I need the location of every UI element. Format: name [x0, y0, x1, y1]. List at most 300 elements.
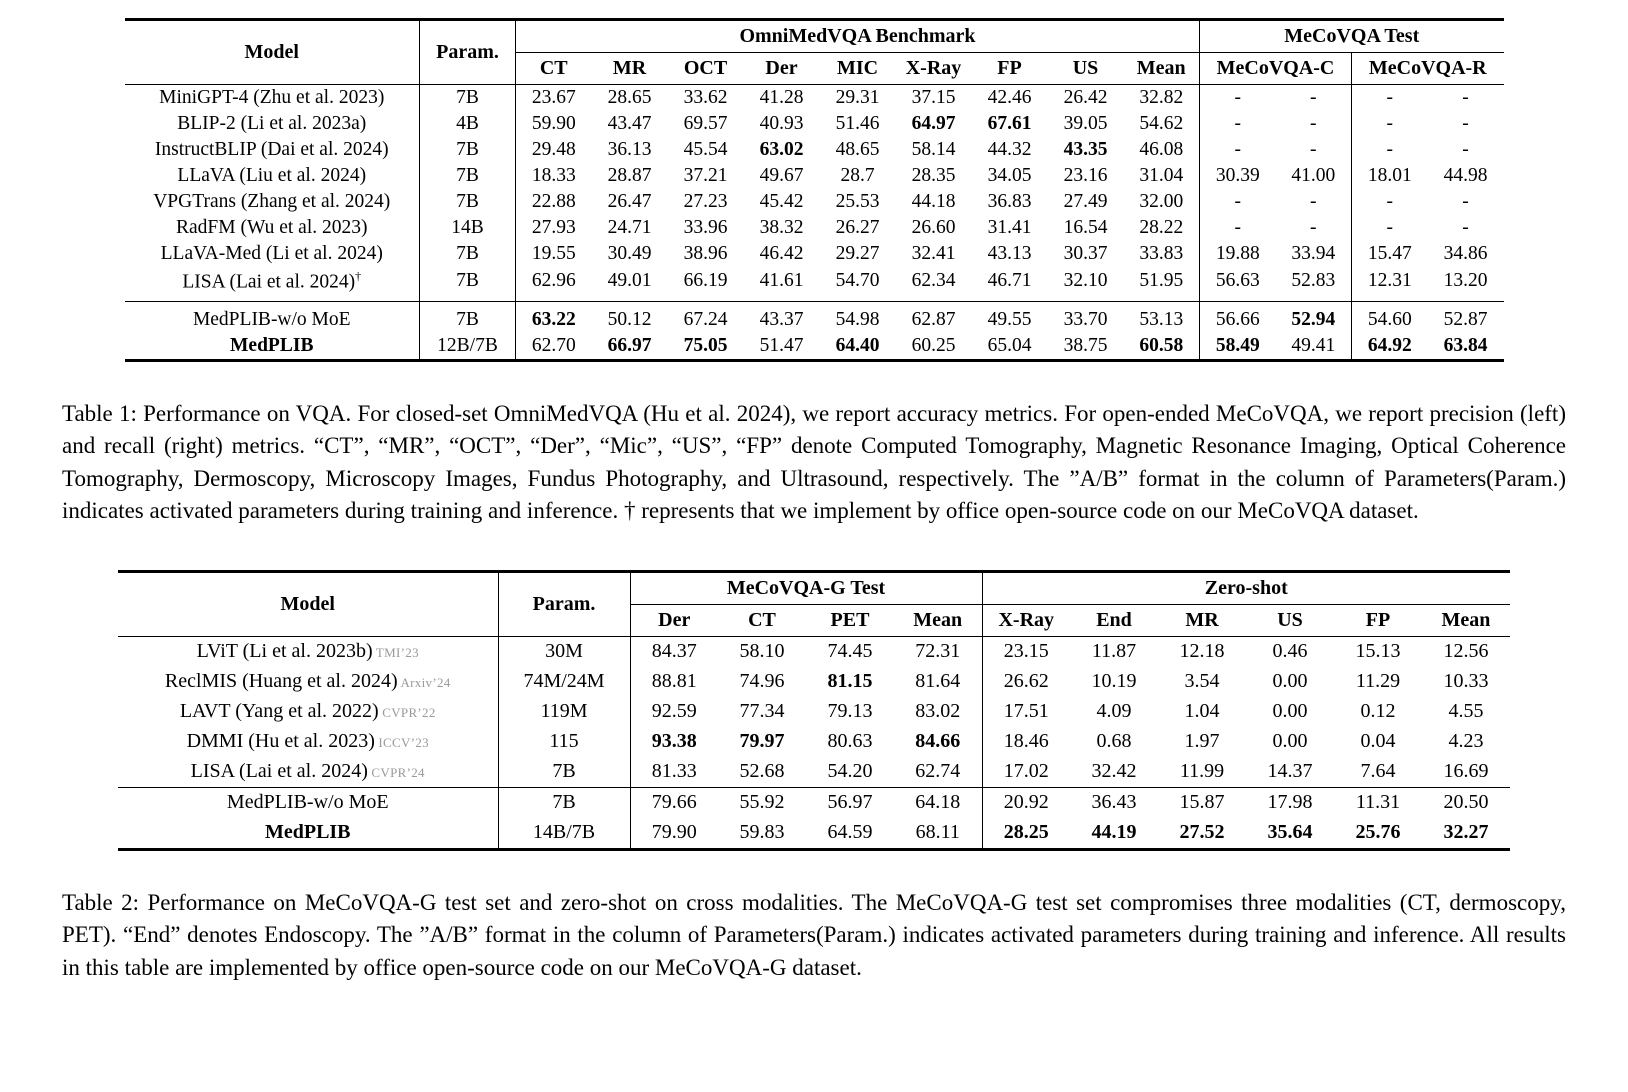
metric-value: 13.20: [1443, 270, 1488, 292]
param-value: 7B: [420, 267, 516, 301]
metric-value: 52.83: [1276, 267, 1352, 301]
metric-value: 79.66: [630, 787, 718, 818]
metric-value: 36.83: [987, 191, 1032, 212]
group-header-omnimedvqa: OmniMedVQA Benchmark: [516, 20, 1200, 53]
metric-value: 33.70: [1048, 301, 1124, 333]
metric-value: 43.37: [744, 301, 820, 333]
metric-value: 32.00: [1124, 189, 1200, 215]
table2-head: [118, 571, 1510, 636]
metric-value: -: [1462, 87, 1469, 108]
table-row: [125, 111, 1504, 137]
param-value: 14B: [420, 215, 516, 241]
metric-value: 1.04: [1184, 700, 1220, 722]
metric-value: 0.12: [1360, 700, 1396, 722]
model-name: [118, 818, 498, 850]
model-name: [118, 787, 498, 818]
metric-value: -: [1276, 215, 1352, 241]
column-header: X-Ray: [896, 53, 972, 85]
metric-value: 30.49: [607, 243, 652, 264]
model-name: [118, 727, 498, 757]
metric-value: 37.15: [911, 87, 956, 108]
metric-value: 52.94: [1276, 301, 1352, 333]
metric-value: 52.87: [1428, 301, 1504, 333]
group-header-zero-shot: Zero-shot: [982, 571, 1510, 604]
metric-value: 38.75: [1063, 334, 1108, 356]
column-header: OCT: [668, 53, 744, 85]
metric-value: 93.38: [651, 730, 697, 752]
column-header-model: Model: [118, 571, 498, 636]
metric-value: 29.27: [835, 243, 880, 264]
metric-value: -: [1276, 189, 1352, 215]
metric-value: 48.65: [835, 139, 880, 160]
model-name: [125, 111, 420, 137]
metric-value: 4.09: [1096, 700, 1132, 722]
model-label: MedPLIB-w/o MoE: [226, 791, 389, 813]
metric-value: 45.54: [683, 139, 728, 160]
metric-value: 83.02: [894, 697, 982, 727]
metric-value: 66.19: [683, 270, 728, 292]
metric-value: 22.88: [531, 191, 576, 212]
model-label: MedPLIB: [230, 334, 314, 356]
column-header: MR: [1158, 604, 1246, 636]
model-label: DMMI (Hu et al. 2023): [186, 730, 375, 752]
metric-value: 28.7: [840, 165, 875, 186]
metric-value: 34.05: [987, 165, 1032, 186]
param-value: 7B: [420, 137, 516, 163]
table1-caption: Table 1: Performance on VQA. For closed-set OmniMedVQA (Hu et al. 2024), we report accuracy metrics. For open-ended MeCoVQA, we report precision (left) and recall (right) metrics. “CT”, “MR”, “OCT”, “Der”, “Mic”, “US”, “FP” denote Computed Tomography, Magnetic Resonance Imaging, Optical Coherence Tomography, Dermoscopy, Microscopy Images, Fundus Photography, and Ultrasound, respectively. The ”A/B” format in the column of Parameters(Param.) indicates activated parameters during training and inference. † represents that we implement by office open-source code on our MeCoVQA dataset.: [62, 400, 1566, 523]
table-row: [118, 818, 1510, 850]
metric-value: 92.59: [651, 700, 697, 722]
metric-value: 60.25: [911, 334, 956, 356]
metric-value: 41.28: [759, 87, 804, 108]
metric-value: 55.92: [718, 787, 806, 818]
metric-value: 38.32: [759, 217, 804, 238]
model-label: MedPLIB-w/o MoE: [192, 308, 351, 330]
model-name: [125, 163, 420, 189]
param-value: 7B: [420, 241, 516, 267]
metric-value: 4.55: [1448, 700, 1484, 722]
metric-value: 28.35: [911, 165, 956, 186]
metric-value: 44.18: [911, 191, 956, 212]
metric-value: 53.13: [1124, 301, 1200, 333]
metric-value: 28.22: [1124, 215, 1200, 241]
table-row: [118, 636, 1510, 667]
table-row: [125, 163, 1504, 189]
metric-value: 75.05: [683, 334, 728, 356]
metric-value: 29.31: [835, 87, 880, 108]
column-header-param: Param.: [498, 571, 630, 636]
metric-value: 49.67: [759, 165, 804, 186]
metric-value: -: [1386, 217, 1393, 238]
table-row: [118, 787, 1510, 818]
metric-value: 36.43: [1070, 787, 1158, 818]
table-row: [125, 267, 1504, 301]
metric-value: 1.97: [1184, 730, 1220, 752]
metric-value: 33.83: [1124, 241, 1200, 267]
metric-value: 32.27: [1443, 821, 1489, 843]
metric-value: 24.71: [607, 217, 652, 238]
metric-value: 25.76: [1355, 821, 1401, 843]
metric-value: 74.45: [827, 640, 873, 662]
metric-value: 31.41: [987, 217, 1032, 238]
metric-value: 64.97: [911, 113, 956, 134]
metric-value: 15.87: [1158, 787, 1246, 818]
metric-value: 11.29: [1355, 670, 1401, 692]
metric-value: 62.87: [896, 301, 972, 333]
metric-value: -: [1386, 139, 1393, 160]
table-row: [118, 727, 1510, 757]
metric-value: 56.97: [806, 787, 894, 818]
metric-value: 27.23: [683, 191, 728, 212]
table1-head: [125, 20, 1504, 85]
model-name: [125, 333, 420, 361]
metric-value: 0.00: [1272, 700, 1308, 722]
metric-value: -: [1234, 139, 1241, 160]
param-value: 119M: [498, 697, 630, 727]
model-label: MiniGPT-4 (Zhu et al. 2023): [159, 87, 385, 108]
metric-value: 43.13: [987, 243, 1032, 264]
metric-value: 62.96: [531, 270, 576, 292]
metric-value: 51.95: [1124, 267, 1200, 301]
metric-value: 49.55: [972, 301, 1048, 333]
metric-value: 62.70: [531, 334, 576, 356]
metric-value: 88.81: [651, 670, 697, 692]
metric-value: 14.37: [1267, 760, 1313, 782]
metric-value: -: [1386, 87, 1393, 108]
metric-value: 33.62: [683, 87, 728, 108]
metric-value: 18.33: [531, 165, 576, 186]
metric-value: 26.60: [911, 217, 956, 238]
metric-value: 58.14: [911, 139, 956, 160]
venue-tag: Arxiv’24: [397, 675, 451, 690]
metric-value: 35.64: [1267, 821, 1313, 843]
metric-value: 54.60: [1352, 301, 1428, 333]
table-row: [118, 667, 1510, 697]
metric-value: 67.61: [987, 113, 1032, 134]
metric-value: 15.13: [1355, 640, 1401, 662]
table-row: [118, 697, 1510, 727]
table-row: [125, 215, 1504, 241]
metric-value: 79.97: [739, 730, 785, 752]
metric-value: 33.94: [1276, 241, 1352, 267]
table-row: [118, 757, 1510, 788]
metric-value: 81.15: [827, 670, 873, 692]
metric-value: 19.88: [1215, 243, 1260, 264]
metric-value: 23.67: [531, 87, 576, 108]
metric-value: 84.37: [651, 640, 697, 662]
param-value: 74M/24M: [498, 667, 630, 697]
table-row: [125, 137, 1504, 163]
metric-value: 52.68: [739, 760, 785, 782]
table2-caption: Table 2: Performance on MeCoVQA-G test set and zero-shot on cross modalities. The MeCoVQA-G test set compromises three modalities (CT, dermoscopy, PET). “End” denotes Endoscopy. The ”A/B” format in the column of Parameters(Param.) indicates activated parameters during training and inference. All results in this table are implemented by office open-source code on our MeCoVQA-G dataset.: [62, 889, 1566, 980]
table-row: [125, 333, 1504, 361]
metric-value: 58.49: [1215, 334, 1260, 356]
metric-value: 46.08: [1124, 137, 1200, 163]
metric-value: 49.01: [607, 270, 652, 292]
metric-value: 4.23: [1448, 730, 1484, 752]
model-name: [118, 667, 498, 697]
metric-value: 46.71: [987, 270, 1032, 292]
model-name: [125, 301, 420, 333]
metric-value: 7.64: [1360, 760, 1396, 782]
metric-value: 30.39: [1215, 165, 1260, 186]
metric-value: -: [1276, 137, 1352, 163]
column-header: Der: [744, 53, 820, 85]
param-value: 7B: [498, 787, 630, 818]
metric-value: 62.74: [894, 757, 982, 788]
param-value: 7B: [498, 757, 630, 788]
metric-value: 54.70: [835, 270, 880, 292]
column-header: Mean: [1124, 53, 1200, 85]
param-value: 4B: [420, 111, 516, 137]
metric-value: 17.51: [1003, 700, 1049, 722]
metric-value: -: [1462, 113, 1469, 134]
column-header: FP: [972, 53, 1048, 85]
model-label: ReclMIS (Huang et al. 2024): [164, 670, 398, 692]
metric-value: -: [1276, 111, 1352, 137]
table-row: [125, 241, 1504, 267]
param-value: 115: [498, 727, 630, 757]
metric-value: 12.18: [1179, 640, 1225, 662]
metric-value: 20.50: [1422, 787, 1510, 818]
metric-value: 30.37: [1063, 243, 1108, 264]
metric-value: 37.21: [683, 165, 728, 186]
metric-value: 32.82: [1124, 85, 1200, 112]
metric-value: 43.47: [607, 113, 652, 134]
metric-value: 28.87: [607, 165, 652, 186]
metric-value: 65.04: [987, 334, 1032, 356]
metric-value: 0.46: [1272, 640, 1308, 662]
metric-value: 58.10: [739, 640, 785, 662]
metric-value: 16.69: [1443, 760, 1489, 782]
column-header: MeCoVQA-R: [1352, 53, 1504, 85]
table-row: [125, 301, 1504, 333]
metric-value: 26.62: [1003, 670, 1049, 692]
metric-value: 26.47: [607, 191, 652, 212]
column-header: X-Ray: [982, 604, 1070, 636]
column-header: Mean: [894, 604, 982, 636]
metric-value: -: [1234, 217, 1241, 238]
metric-value: 18.01: [1367, 165, 1412, 186]
table2-wrapper: [60, 570, 1568, 851]
metric-value: 81.64: [894, 667, 982, 697]
metric-value: 16.54: [1063, 217, 1108, 238]
metric-value: 54.62: [1124, 111, 1200, 137]
metric-value: 23.16: [1063, 165, 1108, 186]
metric-value: 0.04: [1360, 730, 1396, 752]
metric-value: 33.96: [683, 217, 728, 238]
metric-value: 59.83: [739, 821, 785, 843]
param-value: 7B: [420, 301, 516, 333]
metric-value: 44.98: [1443, 165, 1488, 186]
metric-value: 31.04: [1124, 163, 1200, 189]
metric-value: 32.41: [911, 243, 956, 264]
metric-value: 32.10: [1063, 270, 1108, 292]
metric-value: 26.42: [1063, 87, 1108, 108]
metric-value: 11.31: [1334, 787, 1422, 818]
model-label: LLaVA-Med (Li et al. 2024): [160, 243, 383, 264]
metric-value: 17.98: [1246, 787, 1334, 818]
metric-value: 29.48: [531, 139, 576, 160]
metric-value: 79.13: [827, 700, 873, 722]
column-header: Mean: [1422, 604, 1510, 636]
metric-value: -: [1462, 191, 1469, 212]
metric-value: 84.66: [894, 727, 982, 757]
column-header: Der: [630, 604, 718, 636]
column-header-model: Model: [125, 20, 420, 85]
metric-value: 27.49: [1063, 191, 1108, 212]
metric-value: 43.35: [1063, 139, 1108, 160]
metric-value: 23.15: [1003, 640, 1049, 662]
metric-value: 80.63: [827, 730, 873, 752]
dagger-mark: †: [355, 269, 362, 283]
model-name: [125, 137, 420, 163]
metric-value: 40.93: [759, 113, 804, 134]
param-value: 7B: [420, 85, 516, 112]
table2-body: [118, 636, 1510, 849]
metric-value: 46.42: [759, 243, 804, 264]
column-header: PET: [806, 604, 894, 636]
metric-value: -: [1386, 191, 1393, 212]
metric-value: 66.97: [607, 334, 652, 356]
column-header: End: [1070, 604, 1158, 636]
group-header-row: [125, 20, 1504, 53]
metric-value: 60.58: [1124, 333, 1200, 361]
metric-value: 12.56: [1443, 640, 1489, 662]
metric-value: 0.00: [1272, 670, 1308, 692]
metric-value: 54.20: [827, 760, 873, 782]
model-name: [125, 189, 420, 215]
metric-value: -: [1462, 139, 1469, 160]
metric-value: 72.31: [894, 636, 982, 667]
model-label: BLIP-2 (Li et al. 2023a): [177, 113, 367, 134]
model-label: RadFM (Wu et al. 2023): [176, 217, 368, 238]
column-header-param: Param.: [420, 20, 516, 85]
param-value: 12B/7B: [420, 333, 516, 361]
model-name: [118, 757, 498, 788]
metric-value: 54.98: [820, 301, 896, 333]
model-label: LISA (Lai et al. 2024): [182, 271, 356, 293]
model-name: [125, 241, 420, 267]
metric-value: 81.33: [651, 760, 697, 782]
metric-value: 39.05: [1063, 113, 1108, 134]
metric-value: 3.54: [1184, 670, 1220, 692]
param-value: 30M: [498, 636, 630, 667]
model-name: [125, 267, 420, 301]
metric-value: 63.22: [516, 301, 592, 333]
metric-value: 27.93: [531, 217, 576, 238]
metric-value: -: [1276, 85, 1352, 112]
metric-value: 19.55: [531, 243, 576, 264]
table-row: [125, 85, 1504, 112]
metric-value: 42.46: [987, 87, 1032, 108]
model-name: [118, 697, 498, 727]
metric-value: 28.25: [1003, 821, 1049, 843]
metric-value: 32.42: [1091, 760, 1137, 782]
metric-value: 34.86: [1443, 243, 1488, 264]
metric-value: 17.02: [1003, 760, 1049, 782]
venue-tag: CVPR’24: [367, 765, 425, 780]
metric-value: -: [1462, 217, 1469, 238]
metric-value: 41.61: [759, 270, 804, 292]
table-row: [125, 189, 1504, 215]
metric-value: 49.41: [1276, 333, 1352, 361]
vqa-performance-table: [125, 18, 1504, 362]
param-value: 7B: [420, 189, 516, 215]
metric-value: 69.57: [683, 113, 728, 134]
metric-value: 56.66: [1200, 301, 1276, 333]
metric-value: 26.27: [835, 217, 880, 238]
column-header: FP: [1334, 604, 1422, 636]
metric-value: 59.90: [531, 113, 576, 134]
model-label: LISA (Lai et al. 2024): [190, 760, 368, 782]
model-label: VPGTrans (Zhang et al. 2024): [153, 191, 391, 212]
param-value: 14B/7B: [498, 818, 630, 850]
column-header: MeCoVQA-C: [1200, 53, 1352, 85]
metric-value: 79.90: [651, 821, 697, 843]
metric-value: -: [1234, 87, 1241, 108]
table1-body: [125, 85, 1504, 361]
metric-value: 64.59: [827, 821, 873, 843]
metric-value: 63.02: [759, 139, 804, 160]
metric-value: 51.46: [835, 113, 880, 134]
metric-value: 51.47: [759, 334, 804, 356]
metric-value: -: [1234, 191, 1241, 212]
metric-value: 44.19: [1091, 821, 1137, 843]
metric-value: 64.18: [894, 787, 982, 818]
table1-wrapper: [60, 18, 1568, 362]
metric-value: 0.68: [1096, 730, 1132, 752]
metric-value: 50.12: [592, 301, 668, 333]
param-value: 7B: [420, 163, 516, 189]
metric-value: -: [1234, 113, 1241, 134]
group-header-mecovqa-g-test: MeCoVQA-G Test: [630, 571, 982, 604]
venue-tag: ICCV’23: [374, 735, 429, 750]
column-header: CT: [718, 604, 806, 636]
metric-value: 0.00: [1272, 730, 1308, 752]
venue-tag: TMI’23: [372, 645, 419, 660]
model-label: InstructBLIP (Dai et al. 2024): [154, 139, 389, 160]
metric-value: 74.96: [739, 670, 785, 692]
metric-value: 38.96: [683, 243, 728, 264]
metric-value: 44.32: [987, 139, 1032, 160]
model-name: [125, 215, 420, 241]
metric-value: 10.33: [1443, 670, 1489, 692]
mecovqa-g-performance-table: [118, 570, 1510, 851]
model-name: [125, 85, 420, 112]
metric-value: 10.19: [1091, 670, 1137, 692]
column-header: MIC: [820, 53, 896, 85]
metric-value: 77.34: [739, 700, 785, 722]
metric-value: 11.99: [1179, 760, 1225, 782]
metric-value: 25.53: [835, 191, 880, 212]
model-label: MedPLIB: [264, 821, 351, 843]
metric-value: 56.63: [1215, 270, 1260, 292]
metric-value: 36.13: [607, 139, 652, 160]
metric-value: 64.92: [1367, 334, 1412, 356]
metric-value: 41.00: [1276, 163, 1352, 189]
metric-value: 11.87: [1091, 640, 1137, 662]
metric-value: 64.40: [835, 334, 880, 356]
metric-value: 12.31: [1367, 270, 1412, 292]
column-header: US: [1246, 604, 1334, 636]
metric-value: 62.34: [911, 270, 956, 292]
venue-tag: CVPR’22: [378, 705, 436, 720]
column-header: MR: [592, 53, 668, 85]
metric-value: 28.65: [607, 87, 652, 108]
column-header: US: [1048, 53, 1124, 85]
metric-value: 27.52: [1179, 821, 1225, 843]
